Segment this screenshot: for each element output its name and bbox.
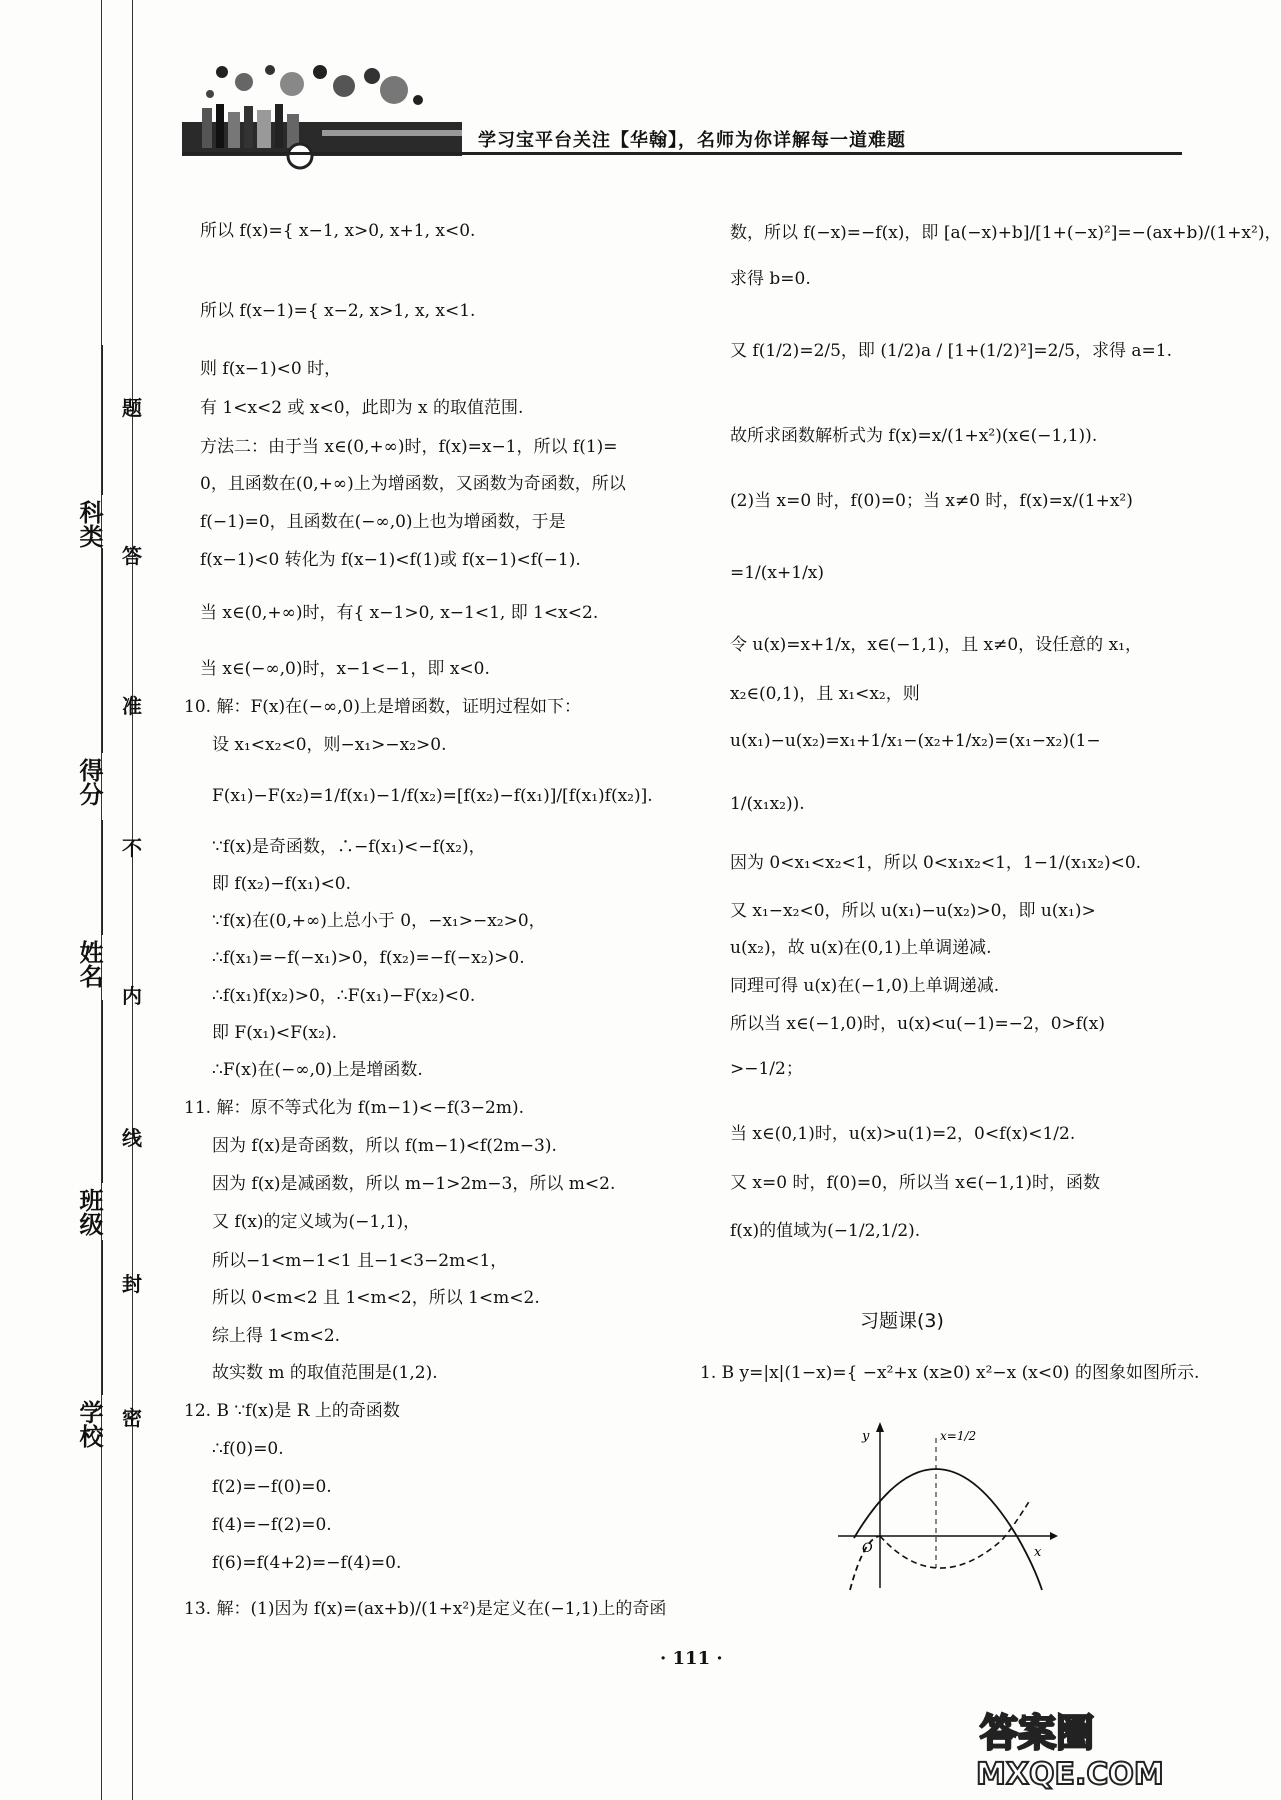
text-line: 所以 0<m<2 且 1<m<2，所以 1<m<2. [212, 1288, 540, 1308]
problem-10-heading: 10. 解：F(x)在(−∞,0)上是增函数，证明过程如下： [184, 697, 581, 717]
text-line: 方法二：由于当 x∈(0,+∞)时，f(x)=x−1，所以 f(1)= [200, 437, 618, 457]
text-line: f(x−1)<0 转化为 f(x−1)<f(1)或 f(x−1)<f(−1). [200, 550, 581, 570]
x-axis-label: x [1034, 1545, 1042, 1560]
margin-label-school: 学校 [75, 1400, 103, 1448]
text-line: 故所求函数解析式为 f(x)=x/(1+x²)(x∈(−1,1)). [730, 426, 1098, 446]
margin-blank-score [102, 548, 103, 753]
text-line: 故实数 m 的取值范围是(1,2). [212, 1363, 438, 1383]
text-line: f(2)=−f(0)=0. [212, 1477, 332, 1497]
margin-label-subject: 科类 [75, 500, 103, 548]
text-line: 求得 b=0. [730, 269, 811, 289]
symmetry-line-label: x=1/2 [940, 1429, 977, 1443]
text-line: 有 1<x<2 或 x<0，此即为 x 的取值范围. [200, 398, 524, 418]
header-text: 学习宝平台关注【华翰】，名师为你详解每一道难题 [478, 130, 906, 151]
margin-blank-subject [102, 345, 103, 495]
text-line: 又 x=0 时，f(0)=0，所以当 x∈(−1,1)时，函数 [730, 1173, 1101, 1193]
problem-1-answer: 1. B y=|x|(1−x)={ −x²+x (x≥0) x²−x (x<0) 的图象如图所示. [700, 1363, 1200, 1383]
text-line: ∵f(x)是奇函数，∴−f(x₁)<−f(x₂)， [212, 837, 486, 857]
margin-blank-class [102, 1000, 103, 1183]
seal-char: 封 [122, 1272, 142, 1296]
text-line: 数，所以 f(−x)=−f(x)，即 [a(−x)+b]/[1+(−x)²]=−(ax+b)/(1+x²)， [730, 223, 1281, 243]
text-line: 所以−1<m−1<1 且−1<3−2m<1， [212, 1251, 508, 1271]
seal-char: 准 [122, 694, 142, 718]
seal-char: 不 [122, 836, 142, 860]
margin-label-class: 班级 [75, 1188, 103, 1236]
text-line: f(−1)=0，且函数在(−∞,0)上也为增函数，于是 [200, 512, 566, 532]
origin-label: O [862, 1541, 873, 1556]
text-line: ∴F(x)在(−∞,0)上是增函数. [212, 1060, 423, 1080]
section-title: 习题课(3) [860, 1310, 944, 1332]
text-line: 当 x∈(0,+∞)时，有{ x−1>0, x−1<1, 即 1<x<2. [200, 603, 599, 623]
text-line: 综上得 1<m<2. [212, 1326, 341, 1346]
text-line: ∴f(x₁)=−f(−x₁)>0，f(x₂)=−f(−x₂)>0. [212, 948, 525, 968]
text-line: u(x₁)−u(x₂)=x₁+1/x₁−(x₂+1/x₂)=(x₁−x₂)(1− [730, 731, 1101, 751]
svg-text:MXQE.COM: MXQE.COM [976, 1757, 1164, 1792]
seal-char: 题 [122, 396, 142, 420]
margin-blank-school [102, 1240, 103, 1395]
y-axis-label: y [862, 1429, 870, 1444]
curve-upper [854, 1469, 1042, 1590]
text-line: ∴f(x₁)f(x₂)>0，∴F(x₁)−F(x₂)<0. [212, 986, 476, 1006]
text-line: 又 f(x)的定义域为(−1,1)， [212, 1212, 421, 1232]
x-axis-arrow [1050, 1532, 1058, 1540]
page-number: · 111 · [660, 1648, 723, 1669]
text-line: (2)当 x=0 时，f(0)=0；当 x≠0 时，f(x)=x/(1+x²) [730, 491, 1133, 511]
text-line: 因为 f(x)是减函数，所以 m−1>2m−3，所以 m<2. [212, 1174, 616, 1194]
text-line: 0，且函数在(0,+∞)上为增函数，又函数为奇函数，所以 [200, 474, 626, 494]
margin-label-name: 姓名 [75, 940, 103, 988]
text-line: 即 F(x₁)<F(x₂). [212, 1023, 337, 1043]
seal-char: 密 [122, 1406, 142, 1430]
text-line: F(x₁)−F(x₂)=1/f(x₁)−1/f(x₂)=[f(x₂)−f(x₁)]/[f(x₁)f(x₂)]. [212, 786, 653, 806]
margin-blank-name [102, 820, 103, 935]
text-line: 1/(x₁x₂)). [730, 794, 805, 814]
text-line: x₂∈(0,1)，且 x₁<x₂，则 [730, 684, 920, 704]
watermark-logo [970, 1706, 1188, 1790]
text-line: 又 f(1/2)=2/5，即 (1/2)a / [1+(1/2)²]=2/5，求得 a=1. [730, 341, 1172, 361]
text-line: =1/(x+1/x) [730, 563, 825, 583]
text-line: >−1/2； [730, 1059, 803, 1079]
text-line: ∵f(x)在(0,+∞)上总小于 0，−x₁>−x₂>0， [212, 911, 546, 931]
binding-line-right [132, 0, 133, 1800]
problem-13-heading: 13. 解：(1)因为 f(x)=(ax+b)/(1+x²)是定义在(−1,1)上的奇函 [184, 1599, 667, 1619]
text-line: 即 f(x₂)−f(x₁)<0. [212, 874, 352, 894]
problem-12-heading: 12. B ∵f(x)是 R 上的奇函数 [184, 1401, 400, 1421]
text-line: 又 x₁−x₂<0，所以 u(x₁)−u(x₂)>0，即 u(x₁)> [730, 901, 1096, 921]
text-line: f(6)=f(4+2)=−f(4)=0. [212, 1553, 402, 1573]
text-line: 令 u(x)=x+1/x，x∈(−1,1)，且 x≠0，设任意的 x₁， [730, 635, 1142, 655]
margin-label-score: 得分 [75, 758, 103, 806]
seal-char: 内 [122, 984, 142, 1008]
y-axis-arrow [876, 1422, 884, 1432]
text-line: u(x₂)，故 u(x)在(0,1)上单调递减. [730, 938, 992, 958]
text-line: 所以当 x∈(−1,0)时，u(x)<u(−1)=−2，0>f(x) [730, 1014, 1105, 1034]
function-graph [838, 1420, 1060, 1590]
text-line: 同理可得 u(x)在(−1,0)上单调递减. [730, 976, 1000, 996]
seal-char: 线 [122, 1126, 142, 1150]
text-line: 设 x₁<x₂<0，则−x₁>−x₂>0. [212, 735, 447, 755]
seal-char: 答 [122, 544, 142, 568]
svg-text:答案圈: 答案圈 [980, 1711, 1095, 1755]
curve-dashed [880, 1500, 1030, 1568]
text-line: ∴f(0)=0. [212, 1439, 284, 1459]
text-line: 所以 f(x)={ x−1, x>0, x+1, x<0. [200, 221, 476, 241]
header-rule [182, 152, 1182, 155]
text-line: f(4)=−f(2)=0. [212, 1515, 332, 1535]
text-line: 当 x∈(−∞,0)时，x−1<−1，即 x<0. [200, 659, 490, 679]
text-line: 因为 0<x₁<x₂<1，所以 0<x₁x₂<1，1−1/(x₁x₂)<0. [730, 853, 1142, 873]
text-line: 因为 f(x)是奇函数，所以 f(m−1)<f(2m−3). [212, 1136, 557, 1156]
text-line: 当 x∈(0,1)时，u(x)>u(1)=2，0<f(x)<1/2. [730, 1124, 1076, 1144]
text-line: f(x)的值域为(−1/2,1/2). [730, 1221, 921, 1241]
text-line: 所以 f(x−1)={ x−2, x>1, x, x<1. [200, 301, 476, 321]
text-line: 则 f(x−1)<0 时， [200, 359, 342, 379]
problem-11-heading: 11. 解：原不等式化为 f(m−1)<−f(3−2m). [184, 1098, 525, 1118]
